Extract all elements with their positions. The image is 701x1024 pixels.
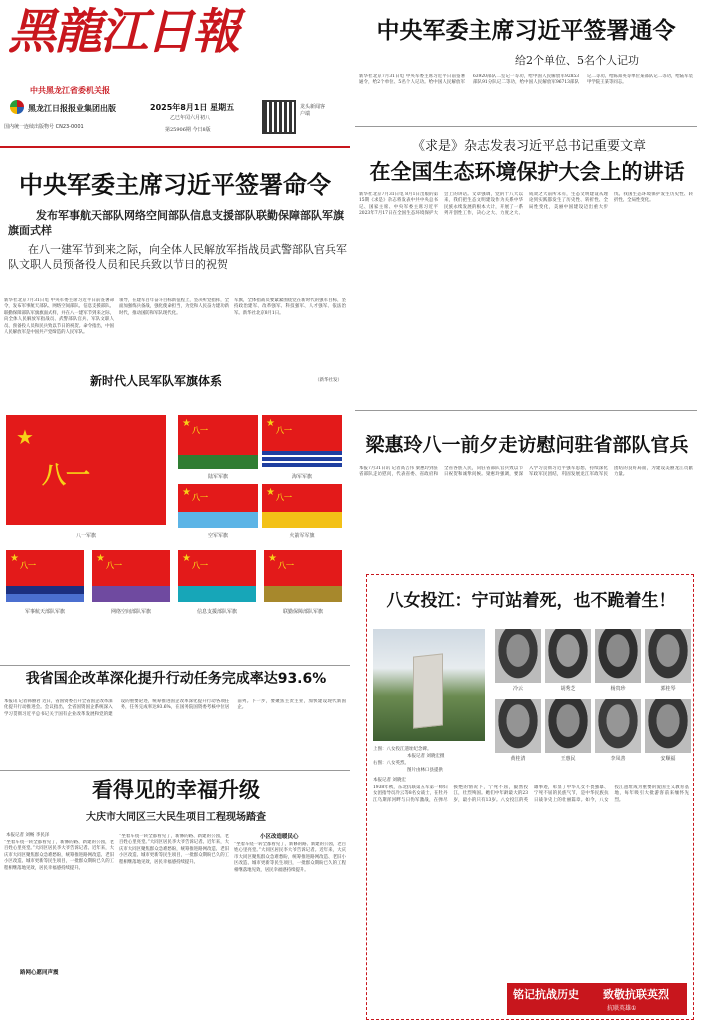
top-right-subtitle: 给2个单位、5名个人记功 — [515, 54, 639, 67]
top-right-divider — [355, 126, 697, 127]
flag-logistics — [264, 550, 342, 602]
flags-title: 新时代人民军队军旗体系 — [90, 374, 223, 388]
photo-caption-1: 上图：八女投江遗址纪念碑。 — [373, 747, 432, 752]
bayi-text: 八一 — [106, 561, 122, 570]
flag-airforce — [178, 484, 258, 528]
portrait-6 — [545, 699, 591, 753]
monument-stone — [413, 653, 443, 728]
qiushi-title: 在全国生态环境保护大会上的讲话 — [369, 160, 685, 184]
lead-subtitle-2: 在八一建军节到来之际，向全体人民解放军指战员武警部队官兵军队文职人员预备役人员和民兵致以节日的祝贺 — [8, 243, 347, 271]
portrait-name-6: 王惠民 — [560, 756, 576, 762]
logistics-stripe — [264, 586, 342, 602]
welfare-body-1: “坐着车绕一转全都看见了，新修的路、新建的公园，老百姓心里亮堂。”大同区居民李大爷告诉记者。近年来，大庆市大同区聚焦群众急难愁盼，统筹推进路网改造、老旧小区改造、城市更新等民生项目，一批群众期盼已久的工程相继落地见效，居民幸福感持续提升。 — [4, 840, 114, 871]
caption-rocket: 火箭军军旗 — [289, 533, 315, 539]
bayi-text: 八一 — [192, 493, 208, 502]
portrait-name-2: 胡秀芝 — [560, 686, 576, 692]
flag-information — [178, 550, 256, 602]
lead-subtitle-1: 发布军事航天部队网络空间部队信息支援部队联勤保障部队军旗旗面式样 — [8, 209, 344, 237]
caption-information: 信息支援部队军旗 — [196, 609, 237, 615]
information-stripe — [178, 586, 256, 602]
bayi-text: 八一 — [192, 426, 208, 435]
lead-story — [0, 150, 350, 355]
star-icon: ★ — [182, 418, 191, 429]
star-icon: ★ — [16, 425, 34, 449]
bann-banner — [507, 983, 687, 1015]
bann-title: 八女投江：宁可站着死，也不跪着生！ — [386, 591, 676, 611]
bayi-text: 八一 — [42, 461, 90, 489]
welfare-subhead-1: 路网心愿同声震 — [20, 970, 59, 976]
liang-body: 本报7月31日讯 记者高吉伟 梁惠玲到驻省部队走访慰问，代表省委、省政府和全省各族人民，向驻省部队官兵致以节日祝贺和诚挚问候。梁惠玲强调，要深入学习贯彻习近平强军思想，持续深化军政军民团结，巩固发展龙江军政军民团结的良好局面，为建设美丽龙江贡献力量。 — [359, 466, 693, 478]
welfare-story — [0, 772, 350, 1024]
qiushi-divider — [355, 410, 697, 411]
flag-aerospace — [6, 550, 84, 602]
army-stripe — [178, 455, 258, 469]
bayi-text: 八一 — [192, 561, 208, 570]
star-icon: ★ — [10, 553, 19, 564]
liang-story — [355, 412, 697, 552]
portrait-name-4: 郭桂琴 — [660, 686, 676, 692]
photo-credit-2: 图片由林口县提供 — [407, 768, 443, 773]
star-icon: ★ — [182, 553, 191, 564]
publisher-line: 黑龙江日报报业集团出版 — [28, 104, 116, 113]
banner-right: 致敬抗联英烈 — [603, 988, 669, 1001]
reform-story — [0, 666, 350, 768]
bayi-text: 八一 — [20, 561, 36, 570]
cyberspace-stripe — [92, 586, 170, 602]
liang-title: 梁惠玲八一前夕走访慰问驻省部队官兵 — [365, 434, 689, 456]
portrait-name-8: 安顺福 — [660, 756, 676, 762]
flags-source: （新华社发） — [315, 378, 342, 383]
portrait-name-3: 杨贵珍 — [610, 686, 626, 692]
flag-bayi — [6, 415, 166, 525]
flag-rocket — [262, 484, 342, 528]
bann-body: 1938年秋，东北抗联第五军第一师妇女团指导员冷云等8名女战士，在牡丹江乌斯浑河畔与日伪军激战，在弹尽援绝的情况下，宁死不屈，毅然投江，壮烈殉国。她们中年龄最大的23岁，最小的只有13岁。八女投江的英雄事迹，彰显了中华儿女不畏强暴、宁死不屈的民族气节，是中华民族抗日战争史上的壮丽篇章。如今，八女投江遗址成为重要的爱国主义教育基地，每年吸引大批游客前来缅怀先烈。 — [373, 785, 689, 803]
reform-body: 本报讯 记者韩丽君 近日，省国资委召开全省国企改革深化提升行动推进会。会议指出，全省国资国企系统深入学习贯彻习近平总书记关于国有企业改革发展和党的建设的重要论述，统筹推进国企改革深化提升行动各项任务，任务完成率达93.6%，在国务院国资委考核中位居前列。下一步，要聚焦主责主业，加快建设现代新国企。 — [4, 699, 346, 717]
top-right-body: 新华社北京7月31日电 中央军委主席习近平日前签署通令，给2个单位、5名个人记功。给中国人民解放军63920部队二室记一等功，给中国人民解放军92853部队91分队记二等功，给中国人民解放军96713部队记二等功。给陈知英等单位某部队记二等功，给陆军装甲学院王某等同志。 — [359, 74, 693, 86]
top-right-story — [355, 4, 697, 124]
rocket-stripe — [262, 512, 342, 528]
bann-byline: 本报记者 刘晓宏 — [373, 778, 406, 783]
photo-credit-1: 本报记者 刘晓宏摄 — [407, 754, 445, 759]
bann-story — [366, 574, 694, 1020]
portrait-2 — [545, 629, 591, 683]
aerospace-stripe — [6, 586, 84, 602]
caption-army: 陆军军旗 — [207, 474, 228, 480]
portrait-8 — [645, 699, 691, 753]
flags-section — [0, 360, 350, 660]
lead-body-2: 领导，在建军百年奋斗目标新征程上，坚决听党指挥，全面加强练兵备战，强化使命担当，为党和人民奋力建功新时代，推动国防和军队现代化。 — [119, 298, 229, 316]
caption-aerospace: 军事航天部队军旗 — [24, 609, 65, 615]
airforce-stripe — [178, 512, 258, 528]
lunar-date: 乙巳年闰六月初八 — [170, 115, 211, 121]
welfare-subtitle: 大庆市大同区三大民生项目工程现场踏查 — [86, 812, 266, 823]
newspaper-logo: 黑龍江日報 — [8, 4, 239, 60]
reform-title: 我省国企改革深化提升行动任务完成率达93.6% — [25, 671, 327, 687]
qiushi-body: 新华社北京7月31日电 8月1日出版的第15期《求是》杂志将发表中共中央总书记、国家主席、中央军委主席习近平2023年7月17日在全国生态环境保护大会上的讲话。文章强调，党的十八大以来，我们把生态文明建设作为关系中华民族永续发展的根本大计，开展了一系列开创性工作，决心之大、力度之大、成效之大前所未有，生态文明建设从理论到实践都发生了历史性、转折性、全局性变化，美丽中国建设迈出重大步伐。我国生态环境保护发生历史性、转折性、全局性变化。 — [359, 192, 693, 217]
banner-left: 铭记抗战历史 — [513, 988, 579, 1001]
bayi-text: 八一 — [276, 493, 292, 502]
flag-navy — [262, 415, 342, 469]
bayi-text: 八一 — [276, 426, 292, 435]
flag-army — [178, 415, 258, 469]
lead-body-3: 军旗，全体指战员要紧紧围绕党在新时代的强军目标，坚持政治建军、改革强军、科技强军、人才强军、依法治军。新华社北京8月1日。 — [234, 298, 346, 316]
star-icon: ★ — [266, 418, 275, 429]
caption-cyberspace: 网络空间部队军旗 — [110, 609, 151, 615]
publisher-logo-icon — [10, 100, 24, 114]
star-icon: ★ — [182, 487, 191, 498]
portrait-name-5: 黄桂清 — [510, 756, 526, 762]
caption-airforce: 空军军旗 — [207, 533, 228, 539]
welfare-title: 看得见的幸福升级 — [92, 778, 260, 802]
welfare-body-2: “坐着车绕一转全都看见了，新修的路、新建的公园，老百姓心里亮堂。”大同区居民李大爷告诉记者。近年来，大庆市大同区聚焦群众急难愁盼，统筹推进路网改造、老旧小区改造、城市更新等民生项目，一批群众期盼已久的工程相继落地见效，居民幸福感持续提升。 — [119, 834, 229, 865]
star-icon: ★ — [266, 487, 275, 498]
welfare-subhead-2: 小区改造暖民心 — [260, 834, 299, 840]
portrait-4 — [645, 629, 691, 683]
portrait-3 — [595, 629, 641, 683]
monument-photo — [373, 629, 485, 741]
photo-caption-2: 右图：八女英烈。 — [373, 761, 409, 766]
bayi-text: 八一 — [278, 561, 294, 570]
issue-date: 2025年8月1日 星期五 — [150, 103, 235, 112]
navy-stripes — [262, 451, 342, 469]
star-icon: ★ — [96, 553, 105, 564]
portrait-5 — [495, 699, 541, 753]
masthead — [0, 0, 350, 148]
welfare-byline: 本报记者 刘畅 李民泽 — [6, 833, 50, 838]
portrait-1 — [495, 629, 541, 683]
top-right-title: 中央军委主席习近平签署通令 — [376, 18, 676, 44]
issue-number: 第25906期 今日8版 — [165, 127, 211, 133]
qr-code-icon[interactable] — [262, 100, 296, 134]
banner-sub: 抗联英雄① — [607, 1005, 637, 1012]
caption-navy: 海军军旗 — [291, 474, 312, 480]
portrait-7 — [595, 699, 641, 753]
portrait-name-7: 李凤善 — [610, 756, 626, 762]
caption-logistics: 联勤保障部队军旗 — [282, 609, 323, 615]
qr-label: 龙头新闻客户端 — [300, 104, 326, 117]
caption-bayi: 八一军旗 — [75, 533, 96, 539]
reform-divider — [0, 770, 350, 771]
flag-cyberspace — [92, 550, 170, 602]
lead-body-1: 新华社北京7月31日电 中央军委主席习近平日前签署命令，发布军事航天部队、网络空间部队、信息支援部队、联勤保障部队军旗旗面式样，并在八一建军节到来之际，向全体人民解放军指战员、武警部队官兵、军队文职人员、预备役人员和民兵致以节日的祝贺。命令指出，中国人民解放军是中国共产党缔造的人民军队。 — [4, 298, 114, 336]
welfare-body-3: “坐着车绕一转全都看见了，新修的路、新建的公园，老百姓心里亮堂。”大同区居民李大爷告诉记者。近年来，大庆市大同区聚焦群众急难愁盼，统筹推进路网改造、老旧小区改造、城市更新等民生项目，一批群众期盼已久的工程相继落地见效，居民幸福感持续提升。 — [234, 842, 346, 873]
code-line: 国内统一连续出版物号 CN23-0001 — [4, 124, 84, 130]
portrait-name-1: 冷云 — [512, 686, 523, 692]
masthead-divider — [0, 146, 350, 148]
qiushi-kicker: 《求是》杂志发表习近平总书记重要文章 — [411, 139, 646, 154]
portraits-grid — [495, 629, 691, 769]
qiushi-story — [355, 128, 697, 368]
lead-title: 中央军委主席习近平签署命令 — [19, 171, 331, 199]
org-line: 中共黑龙江省委机关报 — [30, 86, 110, 95]
star-icon: ★ — [268, 553, 277, 564]
